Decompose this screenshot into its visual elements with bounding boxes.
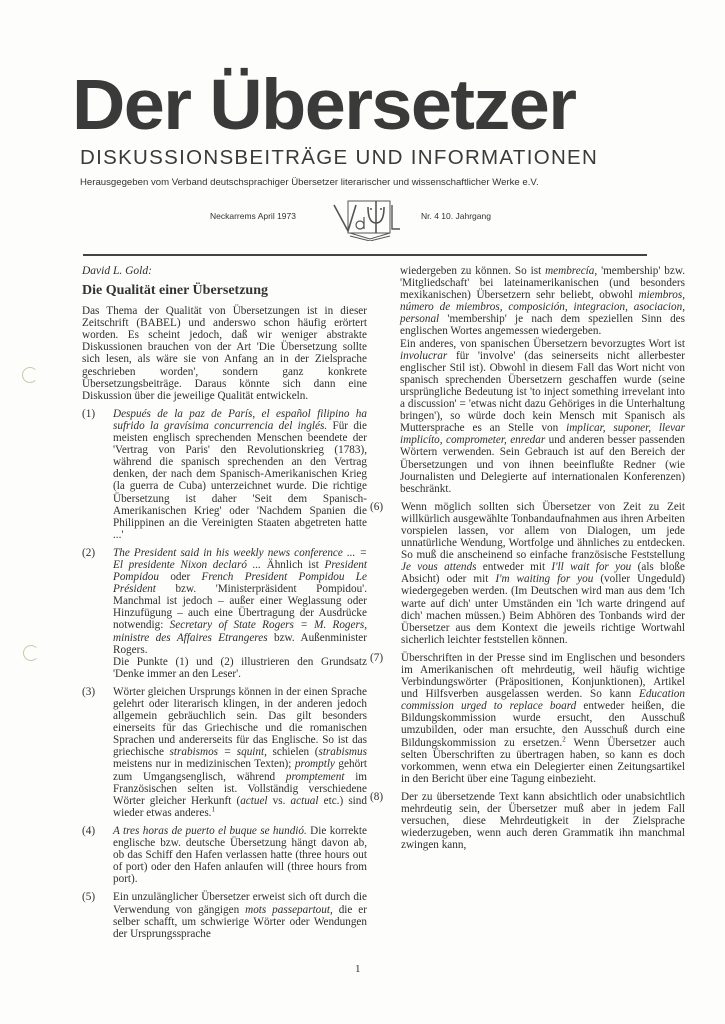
- item-text-run: Wenn Übersetzer auch selten Überschriften zu übertragen haben, so kann es doch vorkommen, wenn etwa ein Delegierter einen Zeitungsartikel in den Bericht über eine Tagung einbezieht.: [401, 736, 685, 785]
- item-text-run: die er selber schafft, um schwierige Wörter oder Wendungen der Ursprungssprache: [113, 903, 367, 940]
- list-item-3: [82, 686, 367, 819]
- item-text-run: Wenn möglich sollten sich Übersetzer von Zeit zu Zeit willkürlich ausgewählte Tonbandaufnahmen aus ihren Arbeiten vorspielen lassen, vor allem von Dialogen, um jede unnatürliche Wendung, Wortfolge und ähnliches zu entdecken. So muß die anscheinend so einfache französische Feststellung: [401, 500, 685, 562]
- example-text: promptement: [285, 770, 345, 783]
- item-text-run: Ein unzulänglicher Übersetzer erweist sich oft durch die Verwendung von gängigen: [113, 891, 367, 916]
- item-text-run: entweder heißen, die Bildungskommission wurde ersucht, den Ausschuß umzubilden, oder man ersuchte, den Ausschuß durch eine Bildungskommission zu ersetzen.: [401, 700, 685, 749]
- item-text-run: Überschriften in der Presse sind im Englischen und besonders im Amerikanischen oft mehrdeutig, weil häufig wichtige Verbindungswörter (Präpositionen, Konjunktionen), Artikel und Hilfsverben ausgelassen werden. So kann: [401, 651, 685, 701]
- item-text-run: Ähnlich ist: [260, 558, 325, 571]
- item-text: [400, 338, 685, 495]
- item-number: (7): [370, 651, 384, 664]
- footnote-marker[interactable]: 1: [211, 805, 215, 814]
- example-text: Secretary of State Rogers = M. Rogers, ministre des Affaires Etrangeres: [113, 619, 367, 644]
- header-rule: [83, 254, 647, 256]
- page-number: 1: [355, 963, 361, 975]
- masthead-subtitle: DISKUSSIONSBEITRÄGE UND INFORMATIONEN: [80, 146, 599, 169]
- item-number: (3): [82, 685, 96, 698]
- list-item-8: [370, 791, 685, 851]
- item-text-run: schielen (: [266, 746, 319, 759]
- item-number: (2): [82, 546, 96, 559]
- vdu-logo-icon: [330, 197, 410, 241]
- list-item-4: [82, 825, 367, 885]
- article-author: David L. Gold:: [82, 265, 152, 277]
- column-left: [82, 265, 367, 946]
- example-text: mots passepartout,: [245, 903, 333, 916]
- example-text: strabismus: [318, 746, 367, 759]
- item-text: [401, 501, 685, 646]
- example-text: actuel: [240, 794, 268, 807]
- example-text: I'm waiting for you: [495, 573, 594, 586]
- example-text: actual: [290, 794, 319, 807]
- item-text-run: und anderen besser passenden Wörtern verwenden. Sein Gebrauch ist auf den Bereich der Übersetzungen und von ihnen beeinflußte Redner (wie Journalisten und Delegierte auf internationalen Konferenzen) beschränkt.: [400, 434, 685, 495]
- item-number: (1): [82, 407, 96, 420]
- item-text: Die korrekte englische bzw. deutsche Übersetzung hängt davon ab, ob das Schiff den Hafen verlassen hatte (three hours out of port) oder den Hafen anlaufen will (three hours from port).: [113, 824, 367, 886]
- item-text: [113, 547, 367, 656]
- list-item-5: [82, 891, 367, 939]
- list-item-1: [82, 408, 367, 541]
- item-text-run: (als bloße Absicht) oder mit: [401, 561, 685, 586]
- item-text-run: bzw. 'Ministerpräsident Pompidou'. Manchmal ist jedoch – außer einer Weglassung oder Hinzufügung – auch eine Übertragung der Ausdrücke notwendig:: [113, 583, 367, 632]
- item-text-run: Ein anderes, von spanischen Übersetzern bevorzugtes Wort ist: [400, 337, 685, 350]
- item-text-run: (voller Ungeduld) wiedergegeben werden. (Im Deutschen wird man aus dem 'Ich warte auf dich' unter Umständen ein 'Ich warte dringend auf dich' machen müssen.) Beim Abhören des Tonbands wird der Übersetzer aus dem Kontext die jeweils richtige Wortwahl sicherlich leichter feststellen können.: [401, 573, 685, 646]
- item-text: [113, 686, 367, 819]
- example-text: membrecía,: [545, 265, 598, 277]
- column-right: [370, 265, 685, 857]
- item-text-run: im Französischen selten ist. Vollständig verschiedene Wörter gleicher Herkunft (: [113, 770, 367, 807]
- example-text: Je vous attends: [401, 561, 477, 574]
- spanish-example: Después de la paz de París, el español filipino ha sufrido la gravísima concurrencia del inglés.: [113, 407, 367, 432]
- example-text: implicar, suponer, llevar implicíto, comprometer, enredar: [400, 422, 685, 447]
- footnote-marker[interactable]: 2: [562, 734, 566, 743]
- item-text-run: meistens nur in medizinischen Texten);: [113, 758, 295, 771]
- example-text: The President said in his weekly news conference ... = El presidente Nixon declaró ...: [113, 546, 367, 571]
- example-text: promptly: [294, 758, 335, 771]
- item-text: [401, 652, 685, 785]
- example-text: Education commission urged to replace board: [401, 688, 685, 713]
- item-number: (5): [82, 891, 96, 904]
- article-title: Die Qualität einer Übersetzung: [82, 283, 268, 299]
- place-date: Neckarrems April 1973: [210, 211, 296, 221]
- item-text-run: 'membership' bzw. 'Mitgliedschaft' bei lateinamerikanischen (und besonders mexikanischen) Übersetzern sehr beliebt, obwohl: [400, 265, 685, 302]
- item-text: [113, 891, 367, 939]
- item-text-run: 'membership' je nach dem speziellen Sinn des englischen Wortes angemessen wiedergeben.: [400, 313, 685, 338]
- issue-number: Nr. 4 10. Jahrgang: [421, 211, 491, 221]
- item-text-run: für 'involve' (das seinerseits nicht allerbester englischer Stil ist). Obwohl in diesem Fall das Wort nicht von spanisch sprechenden Übersetzern geschaffen wurde (seine ursprüngliche Bedeutung ist 'to inject something irrevelant into a discussion' = 'etwas nicht dazu Gehöriges in die Unterhaltung bringen'), so würde doch kein Mensch mit Spanisch als Muttersprache es an Stelle von: [400, 349, 685, 435]
- punch-hole-icon: [23, 645, 39, 661]
- item-text-run: gehört zum Umgangsenglisch, während: [113, 758, 367, 783]
- list-item-6: [370, 501, 685, 646]
- item-number: (8): [370, 790, 384, 803]
- example-text: involucrar: [400, 349, 448, 362]
- example-text: French President Pompidou Le Président: [113, 571, 367, 596]
- item-text: [400, 265, 685, 338]
- item-text-run: bzw. Außenminister Rogers.: [113, 631, 367, 656]
- example-text: strabismos = squint,: [169, 746, 267, 759]
- item-text-run: etc.) sind wieder etwas anderes.: [113, 794, 367, 819]
- item-text-run: Wörter gleichen Ursprungs können in der einen Sprache gelehrt oder literarisch klingen, in der anderen jedoch allgemein gebräuchlich sein. Das gilt besonders einerseits für das Griechische und die romanischen Sprachen und andererseits für das Englische. So ist das griechische: [113, 685, 367, 759]
- item-text: Für die meisten englisch sprechenden Menschen beendete der 'Vertrag von Paris' den Revolutionskrieg (1783), während die spanisch sprechenden an den Vertrag denken, der nach dem Spanisch-Amerikanischen Krieg (la guerra de Cuba) unterzeichnet wurde. Die richtige Übersetzung ist daher 'Seit dem Spanisch-Amerikanischen Krieg' oder 'Nachdem Spanien die Philippinen an die Vereinigten Staaten abgetreten hatte ...': [113, 419, 367, 541]
- example-text: President Pompidou: [113, 558, 367, 584]
- list-item-2: [82, 547, 367, 680]
- list-item-5-continued: [400, 265, 685, 495]
- publisher-line: Herausgegeben vom Verband deutschsprachiger Übersetzer literarischer und wissenschaftlicher Werke e.V.: [80, 177, 539, 188]
- item-text-run: vs.: [267, 794, 291, 807]
- masthead-title: Der Übersetzer: [72, 66, 576, 145]
- list-item-7: [370, 652, 685, 785]
- article-intro: Das Thema der Qualität von Übersetzungen ist in dieser Zeitschrift (BABEL) und anderswo schon häufig erörtert worden. Es scheint jedoch, daß wir weniger abstrakte Diskussionen brauchen von der Art 'Die Übersetzung sollte sich lesen, als wäre sie von Anfang an in der Zielsprache geschrieben worden', sondern ganz konkrete Übersetzungsbeiträge. Daraus könnte sich dann eine Diskussion über die jeweilige Qualität entwickeln.: [82, 305, 367, 402]
- item-text: Der zu übersetzende Text kann absichtlich oder unabsichtlich mehrdeutig sein, der Übersetzer muß aber in jedem Fall versuchen, diese Mehrdeutigkeit in der Zielsprache wiederzugeben, wenn auch deren Grammatik ihn manchmal zwingen kann,: [401, 790, 685, 852]
- item-number: (4): [82, 824, 96, 837]
- spanish-example: A tres horas de puerto el buque se hundió.: [113, 824, 307, 837]
- example-text: I'll wait for you: [551, 561, 632, 574]
- punch-hole-icon: [22, 367, 38, 383]
- example-text: miembros, número de miembros, composición, integracion, asociacion, personal: [400, 289, 685, 326]
- item-number: (6): [370, 500, 384, 513]
- item-text-run: entweder mit: [476, 561, 552, 574]
- item-note: Die Punkte (1) und (2) illustrieren den Grundsatz 'Denke immer an den Leser'.: [113, 655, 367, 680]
- item-text-run: oder: [159, 571, 202, 584]
- item-text-run: wiedergeben zu können. So ist: [400, 265, 546, 277]
